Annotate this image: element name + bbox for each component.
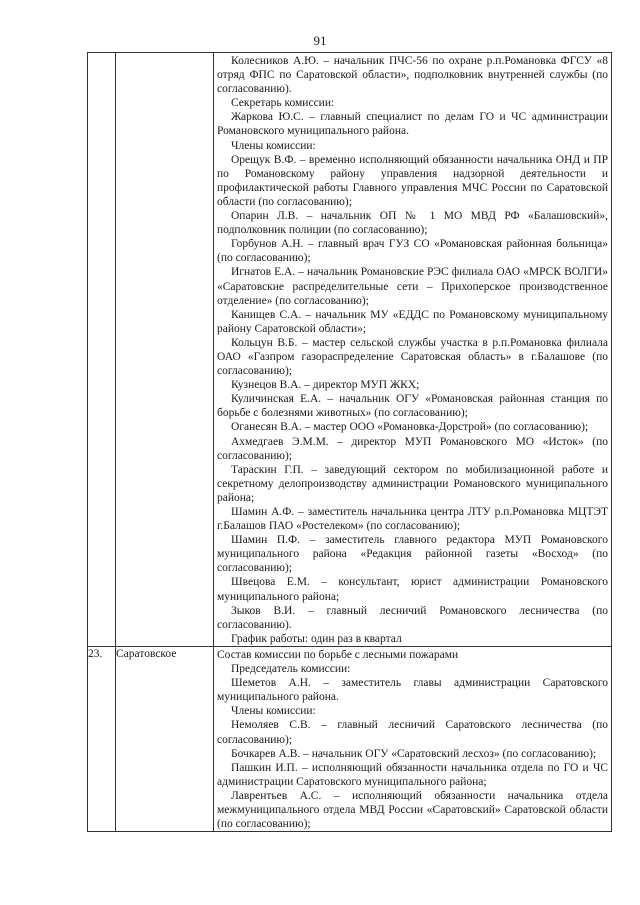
text-paragraph: Члены комиссии: (231, 705, 316, 718)
text-paragraph: Игнатов Е.А. – начальник Романовские РЭС филиала ОАО «МРСК ВОЛГИ» «Саратовские распределительные сети – Прихоперское производственное отделение» (по согласованию); (217, 266, 608, 307)
text-paragraph: График работы: один раз в квартал (231, 632, 402, 645)
text-paragraph: Кузнецов В.А. – директор МУП ЖКХ; (231, 379, 420, 392)
text-paragraph: Шеметов А.Н. – заместитель главы администрации Саратовского муниципального района. (217, 677, 608, 704)
text-paragraph: Члены комиссии: (231, 139, 316, 152)
text-paragraph: Канищев С.А. – начальник МУ «ЕДДС по Романовскому муниципальному району Саратовской области»; (217, 308, 608, 335)
text-paragraph: Оганесян В.А. – мастер ООО «Романовка-Дорстрой» (по согласованию); (231, 421, 589, 434)
district-name: Саратовское (116, 646, 214, 831)
text-paragraph: Шамин П.Ф. – заместитель главного редактора МУП Романовского муниципального района «Редакция районной газеты «Восход» (по согласованию); (217, 534, 608, 575)
text-paragraph: Немоляев С.В. – главный лесничий Саратовского лесничества (по согласованию); (217, 719, 608, 746)
district-name (116, 53, 214, 647)
text-paragraph: Состав комиссии по борьбе с лесными пожарами (217, 648, 459, 661)
row-number (88, 53, 116, 647)
commission-composition (214, 53, 612, 647)
text-paragraph: Горбунов А.Н. – главный врач ГУЗ СО «Романовская районная больница» (по согласованию); (217, 238, 608, 265)
text-paragraph: Жаркова Ю.С. – главный специалист по делам ГО и ЧС администрации Романовского муниципального района. (217, 111, 608, 138)
text-paragraph: Зыков В.И. – главный лесничий Романовского лесничества (по согласованию). (217, 604, 608, 631)
commission-table (87, 52, 612, 832)
text-paragraph: Секретарь комиссии: (231, 97, 335, 110)
text-paragraph: Ахмедгаев Э.М.М. – директор МУП Романовского МО «Исток» (по согласованию); (217, 435, 608, 462)
table-row (88, 53, 612, 647)
text-paragraph: Бочкарев А.В. – начальник ОГУ «Саратовский лесхоз» (по согласованию); (231, 747, 597, 760)
text-paragraph: Председатель комиссии: (231, 663, 351, 676)
text-paragraph: Куличинская Е.А. – начальник ОГУ «Романовская районная станция по борьбе с болезнями животных» (по согласованию); (217, 393, 608, 420)
text-paragraph: Тараскин Г.П. – заведующий сектором по мобилизационной работе и секретному делопроизводству администрации Романовского муниципального района; (217, 463, 608, 504)
text-paragraph: Колесников А.Ю. – начальник ПЧС-56 по охране р.п.Романовка ФГСУ «8 отряд ФПС по Саратовской области», подполковник внутренней службы (по согласованию). (217, 55, 608, 96)
text-paragraph: Опарин Л.В. – начальник ОП № 1 МО МВД РФ «Балашовский», подполковник полиции (по согласованию); (217, 210, 608, 237)
text-paragraph: Кольцун В.Б. – мастер сельской службы участка в р.п.Романовка филиала ОАО «Газпром газораспределение Саратовская область» в г.Балашове (по согласованию); (217, 336, 608, 378)
text-paragraph: Пашкин И.П. – исполняющий обязанности начальника отдела по ГО и ЧС администрации Саратовского муниципального района; (217, 761, 608, 788)
text-paragraph: Орещук В.Ф. – временно исполняющий обязанности начальника ОНД и ПР по Романовскому району управления надзорной деятельности и профилактической работы Главного управления МЧС России по Саратовской области (по согласованию); (217, 153, 608, 208)
text-paragraph: Шамин А.Ф. – заместитель начальника центра ЛТУ р.п.Романовка МЦТЭТ г.Балашов ПАО «Ростелеком» (по согласованию); (217, 506, 608, 533)
page-number: 91 (313, 33, 327, 48)
table-row (88, 646, 612, 831)
text-paragraph: Швецова Е.М. – консультант, юрист администрации Романовского муниципального района; (217, 576, 608, 603)
text-paragraph: Лаврентьев А.С. – исполняющий обязанности начальника отдела межмуниципального отдела МВД России «Саратовский» Саратовской области (по согласованию); (217, 789, 608, 831)
row-number: 23. (88, 646, 116, 831)
commission-composition (214, 646, 612, 831)
